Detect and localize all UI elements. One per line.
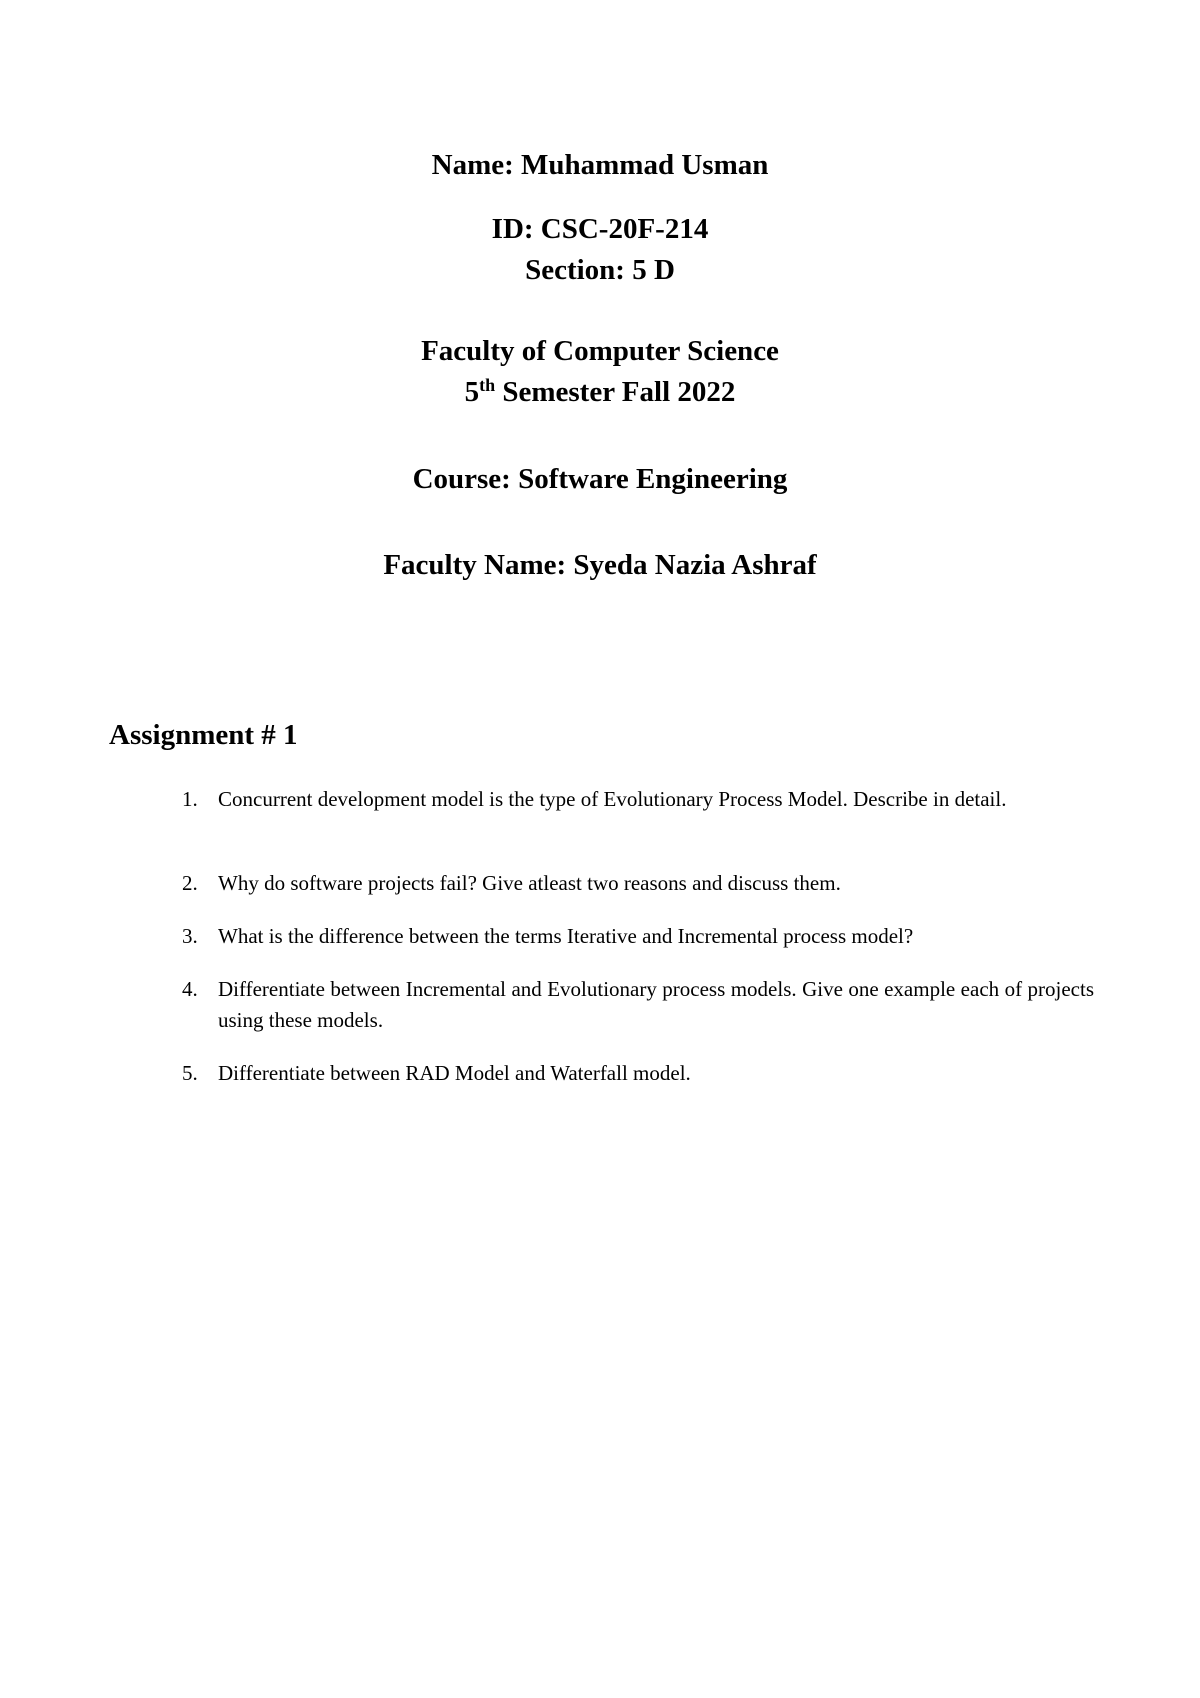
question-item [182,921,1094,952]
semester-rest: Semester Fall 2022 [495,376,736,408]
question-number: 1. [182,787,198,811]
semester-superscript: th [479,375,496,395]
question-text: What is the difference between the terms Iterative and Incremental process model? [218,924,914,948]
question-item [182,868,1094,899]
question-number: 4. [182,977,198,1001]
question-item [182,784,1094,815]
semester [0,375,1200,408]
question-text: Differentiate between RAD Model and Waterfall model. [218,1061,691,1085]
faculty: Faculty of Computer Science [421,335,779,367]
assignment-title: Assignment # 1 [109,719,298,751]
faculty-name: Faculty Name: Syeda Nazia Ashraf [383,549,817,581]
question-item [182,1058,1094,1089]
semester-number: 5 [464,376,480,408]
question-text: Concurrent development model is the type of Evolutionary Process Model. Describe in detail. [218,787,1007,811]
question-number: 2. [182,871,198,895]
student-id: ID: CSC-20F-214 [491,213,709,245]
section: Section: 5 D [525,254,675,286]
course: Course: Software Engineering [412,463,788,495]
student-name: Name: Muhammad Usman [431,149,769,181]
question-item [182,974,1094,1036]
question-text: Differentiate between Incremental and Evolutionary process models. Give one example each of projects using these models. [218,977,1094,1032]
question-number: 3. [182,924,198,948]
question-number: 5. [182,1061,198,1085]
question-text: Why do software projects fail? Give atleast two reasons and discuss them. [218,871,841,895]
